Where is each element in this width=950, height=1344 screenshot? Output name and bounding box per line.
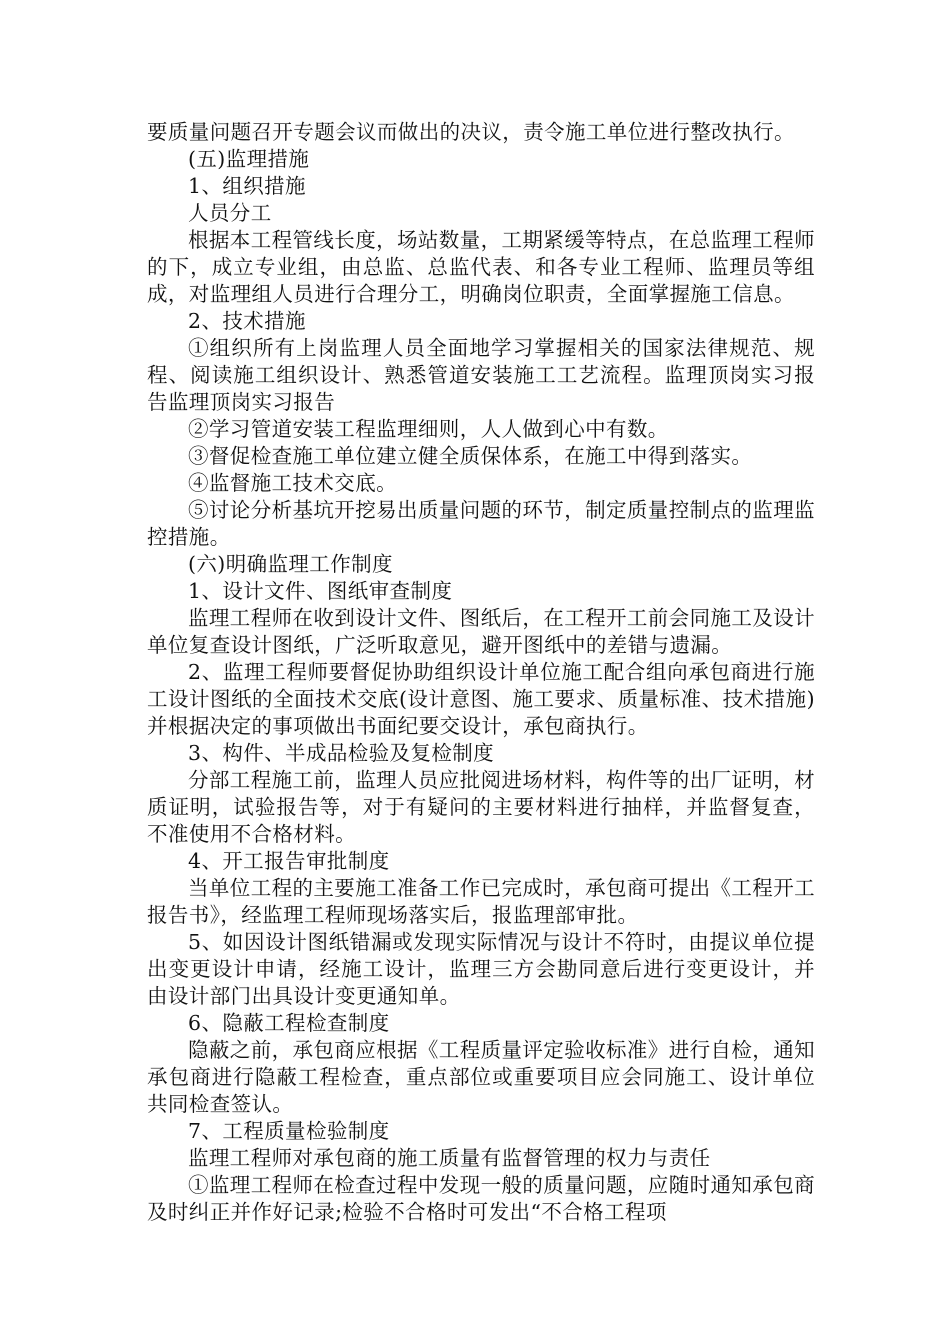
subheading-start-report: 4、开工报告审批制度: [188, 849, 390, 873]
subheading-organizational-measures: 1、组织措施: [188, 174, 306, 198]
list-item-2: ②学习管道安装工程监理细则，人人做到心中有数。: [188, 417, 669, 441]
subheading-component-inspection: 3、构件、半成品检验及复检制度: [188, 741, 495, 765]
list-item-5: ⑤讨论分析基坑开挖易出质量问题的环节，制定质量控制点的监理监控措施。: [147, 498, 815, 549]
paragraph-quality-authority: 监理工程师对承包商的施工质量有监督管理的权力与责任: [188, 1146, 711, 1170]
paragraph-continuation: 要质量问题召开专题会议而做出的决议，责令施工单位进行整改执行。: [147, 120, 795, 144]
subheading-concealed-works: 6、隐蔽工程检查制度: [188, 1011, 390, 1035]
paragraph-staff-division: 根据本工程管线长度，场站数量，工期紧缓等特点，在总监理工程师的下，成立专业组，由总监、总监代表、和各专业工程师、监理员等组成，对监理组人员进行合理分工，明确岗位职责，全面掌握施工信息。: [147, 228, 815, 306]
list-item-1: ①组织所有上岗监理人员全面地学习掌握相关的国家法律规范、规程、阅读施工组织设计、熟悉管道安装施工工艺流程。监理顶岗实习报告监理顶岗实习报告: [147, 336, 815, 414]
subheading-design-review: 1、设计文件、图纸审查制度: [188, 579, 453, 603]
subheading-quality-inspection: 7、工程质量检验制度: [188, 1119, 390, 1143]
paragraph-technical-disclosure: 2、监理工程师要督促协助组织设计单位施工配合组向承包商进行施工设计图纸的全面技术交底(设计意图、施工要求、质量标准、技术措施)并根据决定的事项做出书面纪要交设计，承包商执行。: [147, 660, 815, 738]
paragraph-design-review: 监理工程师在收到设计文件、图纸后，在工程开工前会同施工及设计单位复查设计图纸，广泛听取意见，避开图纸中的差错与遗漏。: [147, 606, 815, 657]
paragraph-design-change: 5、如因设计图纸错漏或发现实际情况与设计不符时，由提议单位提出变更设计申请，经施工设计，监理三方会勘同意后进行变更设计，并由设计部门出具设计变更通知单。: [147, 930, 815, 1008]
list-item-3: ③督促检查施工单位建立健全质保体系，在施工中得到落实。: [188, 444, 753, 468]
paragraph-concealed-works: 隐蔽之前，承包商应根据《工程质量评定验收标准》进行自检，通知承包商进行隐蔽工程检查，重点部位或重要项目应会同施工、设计单位共同检查签认。: [147, 1038, 815, 1116]
list-item-4: ④监督施工技术交底。: [188, 471, 397, 495]
document-body: [147, 119, 815, 1226]
paragraph-start-report: 当单位工程的主要施工准备工作已完成时，承包商可提出《工程开工报告书》，经监理工程师现场落实后，报监理部审批。: [147, 876, 815, 927]
subheading-staff-division: 人员分工: [188, 201, 272, 225]
section-heading-supervision-measures: (五)监理措施: [188, 147, 310, 171]
paragraph-quality-issue: ①监理工程师在检查过程中发现一般的质量问题，应随时通知承包商及时纠正并作好记录;检验不合格时可发出“不合格工程项: [147, 1173, 815, 1224]
paragraph-component-inspection: 分部工程施工前，监理人员应批阅进场材料，构件等的出厂证明，材质证明，试验报告等，对于有疑问的主要材料进行抽样，并监督复查，不准使用不合格材料。: [147, 768, 815, 846]
section-heading-work-system: (六)明确监理工作制度: [188, 552, 393, 576]
subheading-technical-measures: 2、技术措施: [188, 309, 306, 333]
